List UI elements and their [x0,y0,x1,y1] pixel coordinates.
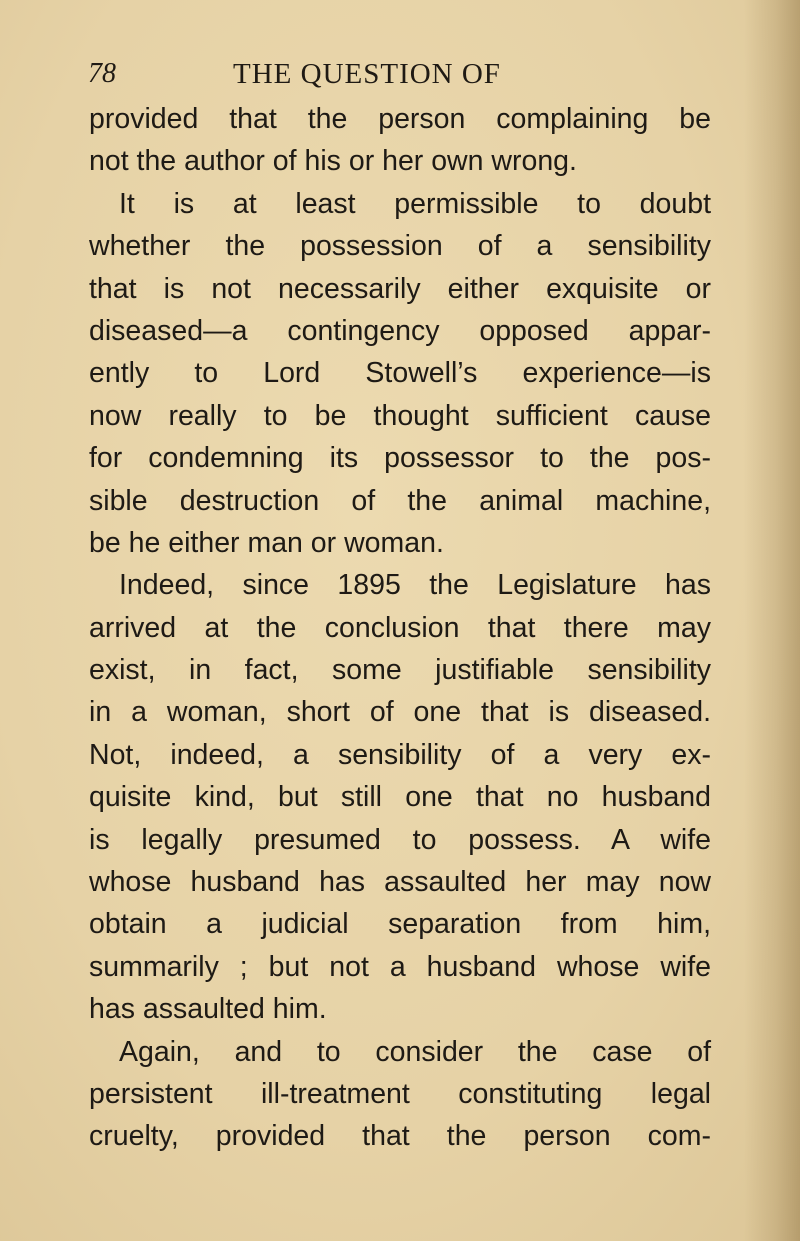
page-header [88,58,708,102]
running-head: THE QUESTION OF [233,58,501,90]
text-line: It is at least permissible to doubt [119,187,711,220]
text-line: ently to Lord Stowell’s experience—is [89,357,711,390]
text-line: cruelty, provided that the person com- [89,1120,711,1153]
text-line: quisite kind, but still one that no husband [89,781,711,814]
page-number: 78 [88,58,116,89]
text-line: Indeed, since 1895 the Legislature has [119,569,711,602]
text-line: arrived at the conclusion that there may [89,611,711,644]
text-line: for condemning its possessor to the pos- [89,442,711,475]
text-line: sible destruction of the animal machine, [89,484,711,517]
text-line: is legally presumed to possess. A wife [89,823,711,856]
text-line: persistent ill-treatment constituting legal [89,1077,711,1110]
text-line: summarily ; but not a husband whose wife [89,950,711,983]
text-line: that is not necessarily either exquisite or [89,272,711,305]
text-line: now really to be thought sufficient cause [89,399,711,432]
text-line: be he either man or woman. [89,526,444,559]
text-line: in a woman, short of one that is diseased. [89,696,711,729]
text-line: obtain a judicial separation from him, [89,908,711,941]
text-line: Not, indeed, a sensibility of a very ex- [89,738,711,771]
text-line: has assaulted him. [89,993,327,1026]
text-line: not the author of his or her own wrong. [89,145,577,178]
text-line: whose husband has assaulted her may now [89,866,711,899]
text-line: exist, in fact, some justifiable sensibility [89,654,711,687]
body-text [89,98,711,1158]
text-line: Again, and to consider the case of [119,1035,711,1068]
text-line: whether the possession of a sensibility [89,230,711,263]
text-line: provided that the person complaining be [89,103,711,135]
text-line: diseased—a contingency opposed appar- [89,314,711,347]
